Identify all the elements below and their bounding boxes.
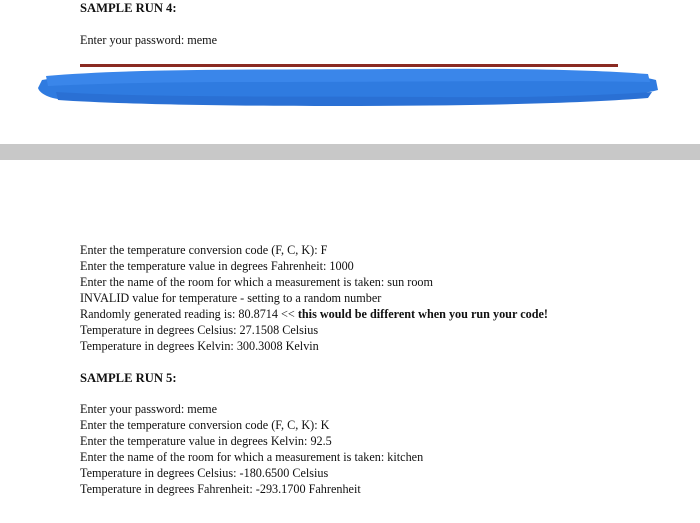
run5-line: Enter the temperature value in degrees Kelvin: 92.5 [80,434,332,448]
run4-heading: SAMPLE RUN 4: [80,1,177,15]
run4-password-line: Enter your password: meme [80,33,218,47]
random-reading-text: Randomly generated reading is: 80.8714 << [80,307,298,321]
run4-random-line [80,306,548,322]
run5-line: Temperature in degrees Fahrenheit: -293.1700 Fahrenheit [80,482,361,496]
run5-line: Enter your password: meme [80,402,218,416]
run4-line: INVALID value for temperature - setting to a random number [80,291,382,305]
run4-result-line: Temperature in degrees Kelvin: 300.3008 Kelvin [80,339,319,353]
run5-heading: SAMPLE RUN 5: [80,371,177,385]
run5-line: Temperature in degrees Celsius: -180.6500 Celsius [80,466,329,480]
random-note: this would be different when you run your code! [297,307,548,321]
run4-line: Enter the name of the room for which a measurement is taken: sun room [80,275,433,289]
redaction-scribble-graphic [36,62,662,110]
run4-line: Enter the temperature conversion code (F, C, K): F [80,243,328,257]
run5-line: Enter the temperature conversion code (F, C, K): K [80,418,330,432]
page-divider [0,144,700,160]
redaction-scribble [36,62,662,110]
run5-line: Enter the name of the room for which a measurement is taken: kitchen [80,450,424,464]
run4-result-line: Temperature in degrees Celsius: 27.1508 Celsius [80,323,319,337]
run4-line: Enter the temperature value in degrees Fahrenheit: 1000 [80,259,354,273]
